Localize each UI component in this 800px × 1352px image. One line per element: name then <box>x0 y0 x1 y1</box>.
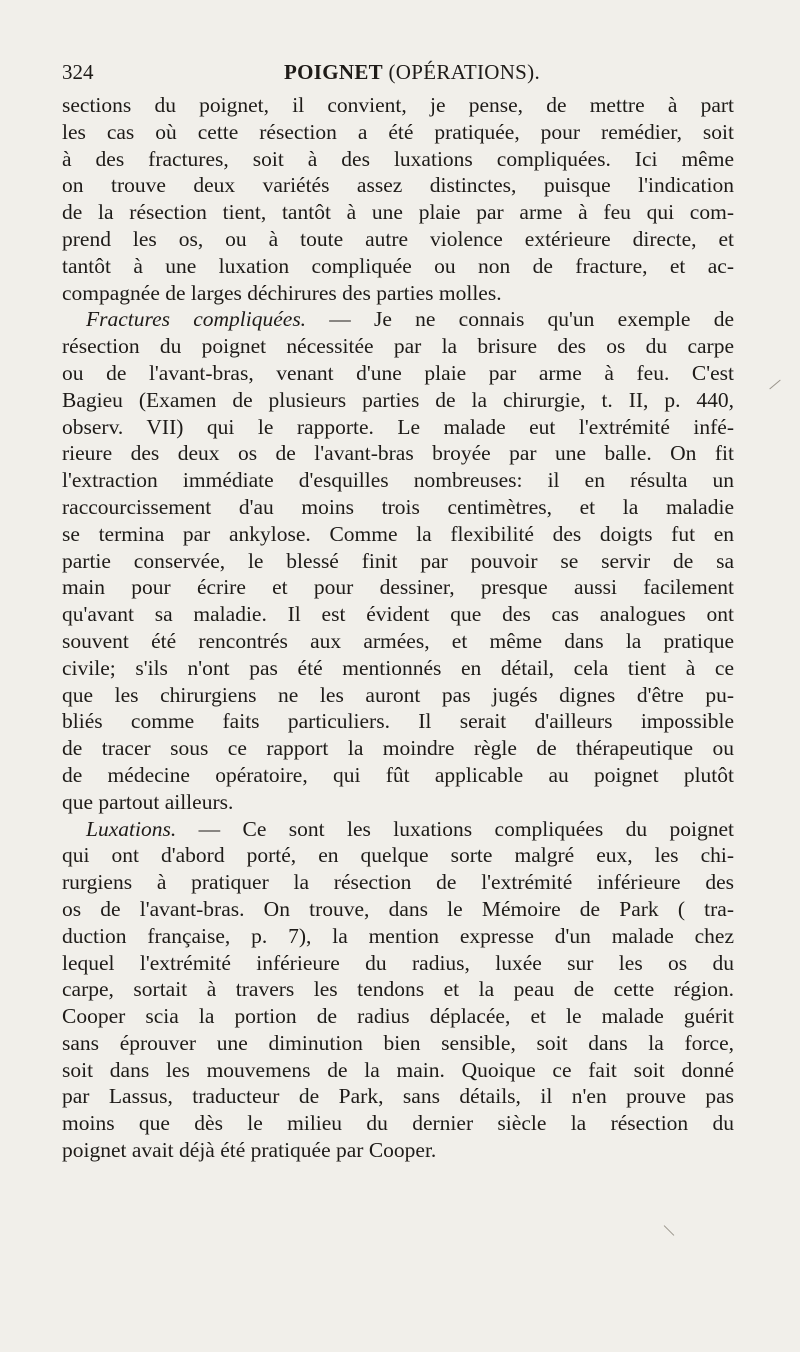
text-line: sans éprouver une diminution bien sensible, soit dans la force, <box>62 1030 734 1055</box>
page-number: 324 <box>62 60 94 84</box>
text-line: Cooper scia la portion de radius déplacée, et le malade guérit <box>62 1004 734 1029</box>
text-line <box>62 816 734 843</box>
text-line: tantôt à une luxation compliquée ou non de fracture, et ac- <box>62 253 734 278</box>
text-line: on trouve deux variétés assez distinctes, puisque l'indication <box>62 173 734 198</box>
text-line: prend les os, ou à toute autre violence extérieure directe, et <box>62 226 734 251</box>
text-line: carpe, sortait à travers les tendons et la peau de cette région. <box>62 977 734 1002</box>
paragraph-fractures <box>62 306 734 815</box>
text-line: rurgiens à pratiquer la résection de l'extrémité inférieure des <box>62 870 734 895</box>
text-line: de tracer sous ce rapport la moindre règle de thérapeutique ou <box>62 736 734 761</box>
text-line: ou de l'avant-bras, venant d'une plaie par arme à feu. C'est <box>62 360 734 385</box>
text-line: duction française, p. 7), la mention expresse d'un malade chez <box>62 923 734 948</box>
text-line: que partout ailleurs. <box>62 789 234 814</box>
paper-mark <box>769 380 780 390</box>
page-header <box>62 60 734 90</box>
text-line: rieure des deux os de l'avant-bras broyée par une balle. On fit <box>62 441 734 466</box>
section-heading-luxations: Luxations. <box>86 816 177 841</box>
text-line: lequel l'extrémité inférieure du radius, luxée sur les os du <box>62 950 734 975</box>
text-line: de médecine opératoire, qui fût applicable au poignet plutôt <box>62 762 734 787</box>
body-text <box>62 92 734 1164</box>
text-line: compagnée de larges déchirures des parties molles. <box>62 280 502 305</box>
text-line: poignet avait déjà été pratiquée par Cooper. <box>62 1138 437 1163</box>
text-line: os de l'avant-bras. On trouve, dans le Mémoire de Park ( tra- <box>62 896 734 921</box>
text-line: résection du poignet nécessitée par la brisure des os du carpe <box>62 334 734 359</box>
text-run: — Ce sont les luxations compliquées du poignet <box>176 816 734 841</box>
text-line: de la résection tient, tantôt à une plaie par arme à feu qui com- <box>62 200 734 225</box>
text-line: les cas où cette résection a été pratiquée, pour remédier, soit <box>62 119 734 144</box>
running-title <box>284 60 540 85</box>
text-line: souvent été rencontrés aux armées, et même dans la pratique <box>62 628 734 653</box>
text-line <box>62 306 734 333</box>
running-title-sub: (OPÉRATIONS). <box>388 60 540 84</box>
text-line: soit dans les mouvemens de la main. Quoique ce fait soit donné <box>62 1057 734 1082</box>
text-line: observ. VII) qui le rapporte. Le malade eut l'extrémité infé- <box>62 414 734 439</box>
paragraph-intro <box>62 92 734 306</box>
text-line: par Lassus, traducteur de Park, sans détails, il n'en prouve pas <box>62 1084 734 1109</box>
text-line: à des fractures, soit à des luxations compliquées. Ici même <box>62 146 734 171</box>
paragraph-luxations <box>62 816 734 1164</box>
text-line: Bagieu (Examen de plusieurs parties de la chirurgie, t. II, p. 440, <box>62 387 734 412</box>
text-line: civile; s'ils n'ont pas été mentionnés en détail, cela tient à ce <box>62 655 734 680</box>
running-title-main: POIGNET <box>284 60 383 84</box>
text-line: l'extraction immédiate d'esquilles nombreuses: il en résulta un <box>62 468 734 493</box>
text-line: que les chirurgiens ne les auront pas jugés dignes d'être pu- <box>62 682 734 707</box>
text-run: — Je ne connais qu'un exemple de <box>306 307 734 332</box>
text-line: se termina par ankylose. Comme la flexibilité des doigts fut en <box>62 521 734 546</box>
text-line: main pour écrire et pour dessiner, presque aussi facilement <box>62 575 734 600</box>
text-line: moins que dès le milieu du dernier siècle la résection du <box>62 1111 734 1136</box>
paper-mark <box>664 1225 675 1236</box>
text-line: qu'avant sa maladie. Il est évident que des cas analogues ont <box>62 602 734 627</box>
text-line: sections du poignet, il convient, je pense, de mettre à part <box>62 93 734 117</box>
section-heading-fractures: Fractures compliquées. <box>86 307 307 332</box>
text-line: raccourcissement d'au moins trois centimètres, et la maladie <box>62 494 734 519</box>
text-line: bliés comme faits particuliers. Il serait d'ailleurs impossible <box>62 709 734 734</box>
text-line: qui ont d'abord porté, en quelque sorte malgré eux, les chi- <box>62 843 734 868</box>
text-line: partie conservée, le blessé finit par pouvoir se servir de sa <box>62 548 734 573</box>
